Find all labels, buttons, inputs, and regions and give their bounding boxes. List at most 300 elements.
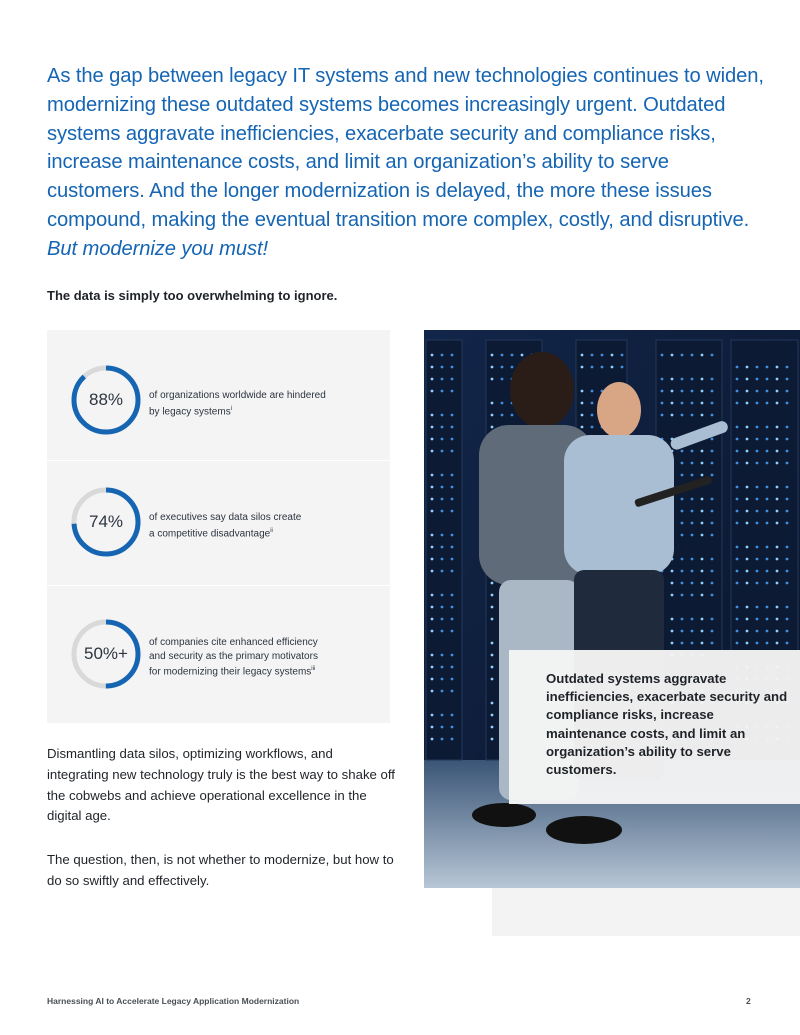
server-led (431, 606, 434, 609)
server-led (746, 426, 749, 429)
server-led (681, 558, 684, 561)
server-led (776, 462, 779, 465)
server-led (756, 570, 759, 573)
server-led (431, 486, 434, 489)
server-led (711, 558, 714, 561)
server-led (431, 666, 434, 669)
server-led (736, 486, 739, 489)
stat-card-silos (47, 461, 390, 585)
server-led (451, 678, 454, 681)
server-led (431, 450, 434, 453)
server-led (491, 678, 494, 681)
server-led (711, 522, 714, 525)
server-led (431, 390, 434, 393)
server-led (736, 498, 739, 501)
server-led (691, 534, 694, 537)
server-led (756, 450, 759, 453)
server-room-illustration (424, 330, 800, 888)
server-led (491, 402, 494, 405)
server-led (441, 378, 444, 381)
server-led (581, 354, 584, 357)
stats-panel (47, 330, 390, 723)
server-led (756, 378, 759, 381)
server-led (431, 426, 434, 429)
server-led (681, 450, 684, 453)
server-led (431, 654, 434, 657)
server-led (776, 630, 779, 633)
server-led (491, 714, 494, 717)
server-led (736, 558, 739, 561)
server-led (736, 522, 739, 525)
server-room-photo (424, 330, 800, 888)
server-led (746, 402, 749, 405)
server-led (766, 450, 769, 453)
server-led (681, 618, 684, 621)
server-led (711, 354, 714, 357)
server-led (691, 630, 694, 633)
server-led (441, 666, 444, 669)
server-led (701, 462, 704, 465)
server-led (736, 366, 739, 369)
server-led (441, 654, 444, 657)
server-led (746, 366, 749, 369)
server-led (786, 402, 789, 405)
server-led (691, 450, 694, 453)
server-led (591, 366, 594, 369)
server-led (746, 378, 749, 381)
server-led (711, 378, 714, 381)
server-led (711, 618, 714, 621)
server-led (711, 534, 714, 537)
server-led (691, 618, 694, 621)
server-led (701, 354, 704, 357)
server-led (681, 474, 684, 477)
server-led (756, 390, 759, 393)
server-led (746, 522, 749, 525)
server-led (671, 378, 674, 381)
server-led (441, 594, 444, 597)
server-led (671, 618, 674, 621)
server-led (451, 366, 454, 369)
server-led (681, 582, 684, 585)
server-led (681, 594, 684, 597)
server-led (786, 510, 789, 513)
server-led (691, 522, 694, 525)
server-led (756, 642, 759, 645)
server-led (671, 582, 674, 585)
server-led (441, 678, 444, 681)
server-led (491, 642, 494, 645)
server-led (786, 498, 789, 501)
server-led (691, 402, 694, 405)
server-led (441, 726, 444, 729)
server-led (736, 462, 739, 465)
server-led (451, 594, 454, 597)
server-led (441, 606, 444, 609)
server-led (511, 414, 514, 417)
server-led (786, 438, 789, 441)
server-led (581, 414, 584, 417)
server-led (491, 618, 494, 621)
server-led (776, 522, 779, 525)
server-led (681, 510, 684, 513)
server-led (766, 606, 769, 609)
server-led (711, 582, 714, 585)
server-led (756, 498, 759, 501)
server-led (491, 654, 494, 657)
photo-shadow-panel (492, 888, 800, 936)
server-led (431, 510, 434, 513)
server-led (671, 390, 674, 393)
server-led (431, 366, 434, 369)
server-led (661, 390, 664, 393)
server-led (671, 642, 674, 645)
intro-text: As the gap between legacy IT systems and new technologies continues to widen, modernizing these outdated systems becomes increasingly urgent. Outdated systems aggravate inefficiencies, exacerbate security and compliance risks, increase maintenance costs, and limit an organization’s ability to serve customers. And the longer modernization is delayed, the more these issues compound, making the eventual transition more complex, costly, and disruptive. (47, 65, 764, 231)
server-led (601, 366, 604, 369)
server-led (431, 438, 434, 441)
server-led (431, 378, 434, 381)
server-led (451, 534, 454, 537)
server-led (681, 462, 684, 465)
server-led (776, 510, 779, 513)
server-led (756, 582, 759, 585)
lead-sentence: The data is simply too overwhelming to ignore. (47, 288, 338, 303)
server-led (451, 666, 454, 669)
server-led (691, 462, 694, 465)
server-led (711, 438, 714, 441)
server-led (786, 426, 789, 429)
server-led (776, 426, 779, 429)
server-led (746, 450, 749, 453)
server-led (711, 450, 714, 453)
server-led (431, 618, 434, 621)
server-led (431, 630, 434, 633)
server-led (711, 570, 714, 573)
server-led (701, 534, 704, 537)
server-led (736, 630, 739, 633)
server-led (756, 366, 759, 369)
server-led (701, 618, 704, 621)
server-led (581, 390, 584, 393)
server-led (766, 522, 769, 525)
server-led (441, 438, 444, 441)
server-led (701, 582, 704, 585)
server-led (441, 354, 444, 357)
server-led (441, 414, 444, 417)
server-led (431, 414, 434, 417)
server-led (736, 426, 739, 429)
stat-description: of organizations worldwide are hindered by legacy systems$^i$ (149, 390, 326, 417)
server-led (431, 678, 434, 681)
server-rack (426, 340, 462, 760)
server-led (746, 462, 749, 465)
server-led (491, 606, 494, 609)
server-led (711, 642, 714, 645)
footer-title: Harnessing AI to Accelerate Legacy Application Modernization (47, 996, 300, 1006)
server-led (451, 354, 454, 357)
server-led (501, 414, 504, 417)
server-led (746, 486, 749, 489)
server-led (671, 570, 674, 573)
server-led (491, 726, 494, 729)
server-led (746, 498, 749, 501)
server-led (451, 510, 454, 513)
server-led (756, 462, 759, 465)
server-led (766, 630, 769, 633)
server-led (451, 450, 454, 453)
server-led (611, 366, 614, 369)
server-led (591, 402, 594, 405)
server-led (581, 402, 584, 405)
server-led (601, 354, 604, 357)
server-led (766, 402, 769, 405)
server-led (736, 378, 739, 381)
server-led (711, 630, 714, 633)
server-led (451, 414, 454, 417)
server-led (451, 690, 454, 693)
server-led (736, 618, 739, 621)
server-led (621, 366, 624, 369)
server-led (491, 354, 494, 357)
server-led (691, 570, 694, 573)
server-led (691, 594, 694, 597)
server-led (681, 390, 684, 393)
server-led (661, 402, 664, 405)
server-led (451, 714, 454, 717)
server-led (701, 558, 704, 561)
server-led (711, 594, 714, 597)
body-paragraph-2: The question, then, is not whether to modernize, but how to do so swiftly and effectively. (47, 852, 394, 888)
server-led (451, 630, 454, 633)
server-led (776, 546, 779, 549)
server-led (431, 738, 434, 741)
server-led (621, 354, 624, 357)
server-led (451, 618, 454, 621)
server-led (711, 390, 714, 393)
callout-text: Outdated systems aggravate inefficiencies, exacerbate security and compliance risks, increase maintenance costs, and limit an organization’s ability to serve customers. (546, 671, 788, 778)
server-led (736, 438, 739, 441)
server-led (766, 570, 769, 573)
stat-description: of companies cite enhanced efficiency and security as the primary motivators for modernizing their legacy systems$^{iii}$ (149, 637, 318, 678)
server-led (786, 366, 789, 369)
server-led (671, 594, 674, 597)
server-led (786, 606, 789, 609)
server-led (691, 354, 694, 357)
server-led (501, 378, 504, 381)
server-led (671, 414, 674, 417)
server-led (431, 354, 434, 357)
server-led (756, 438, 759, 441)
server-led (431, 474, 434, 477)
server-led (511, 354, 514, 357)
server-led (776, 618, 779, 621)
server-led (591, 354, 594, 357)
server-led (736, 402, 739, 405)
server-led (681, 570, 684, 573)
server-led (671, 354, 674, 357)
server-led (711, 474, 714, 477)
server-led (711, 402, 714, 405)
server-led (776, 450, 779, 453)
server-led (681, 402, 684, 405)
stat-value: 74% (88, 512, 124, 531)
server-led (746, 390, 749, 393)
server-led (431, 546, 434, 549)
server-led (501, 402, 504, 405)
server-led (711, 462, 714, 465)
server-led (451, 438, 454, 441)
server-led (776, 570, 779, 573)
stat-description: of executives say data silos create a competitive disadvantage$^{ii}$ (149, 512, 302, 539)
server-led (756, 546, 759, 549)
server-led (691, 582, 694, 585)
server-led (736, 546, 739, 549)
server-led (441, 558, 444, 561)
server-led (756, 426, 759, 429)
server-led (491, 414, 494, 417)
server-led (766, 366, 769, 369)
server-led (701, 594, 704, 597)
server-led (681, 378, 684, 381)
server-led (681, 630, 684, 633)
server-led (681, 498, 684, 501)
stat-value: 50%+ (84, 644, 128, 663)
server-led (441, 498, 444, 501)
server-led (441, 426, 444, 429)
server-led (441, 690, 444, 693)
server-led (786, 630, 789, 633)
server-led (451, 726, 454, 729)
server-led (511, 366, 514, 369)
server-led (701, 378, 704, 381)
server-led (786, 558, 789, 561)
server-led (766, 642, 769, 645)
server-led (441, 390, 444, 393)
server-led (776, 402, 779, 405)
server-led (431, 594, 434, 597)
server-led (451, 426, 454, 429)
server-led (766, 618, 769, 621)
server-led (491, 666, 494, 669)
server-led (746, 438, 749, 441)
server-led (746, 570, 749, 573)
server-led (746, 558, 749, 561)
server-led (776, 558, 779, 561)
server-led (491, 582, 494, 585)
server-led (431, 690, 434, 693)
body-paragraph-1: Dismantling data silos, optimizing workflows, and integrating new technology truly is the best way to shake off the cobwebs and achieve operational excellence in the digital age. (47, 746, 395, 824)
server-led (766, 390, 769, 393)
server-led (776, 498, 779, 501)
stat-card-efficiency (47, 586, 390, 723)
server-led (701, 498, 704, 501)
server-led (776, 438, 779, 441)
server-led (441, 474, 444, 477)
server-led (431, 570, 434, 573)
server-led (786, 546, 789, 549)
server-led (611, 354, 614, 357)
server-led (746, 630, 749, 633)
server-led (756, 510, 759, 513)
server-led (776, 606, 779, 609)
server-led (451, 498, 454, 501)
server-led (501, 354, 504, 357)
server-led (736, 582, 739, 585)
server-led (711, 414, 714, 417)
server-led (491, 366, 494, 369)
server-led (746, 546, 749, 549)
server-led (491, 594, 494, 597)
server-led (736, 606, 739, 609)
server-led (491, 702, 494, 705)
server-led (776, 486, 779, 489)
server-led (786, 390, 789, 393)
server-led (451, 570, 454, 573)
server-led (776, 582, 779, 585)
server-led (691, 474, 694, 477)
server-led (581, 366, 584, 369)
server-led (766, 498, 769, 501)
server-led (766, 582, 769, 585)
server-led (786, 450, 789, 453)
server-led (736, 510, 739, 513)
server-led (701, 474, 704, 477)
server-led (691, 414, 694, 417)
server-led (766, 462, 769, 465)
server-led (756, 402, 759, 405)
server-led (441, 618, 444, 621)
server-led (521, 354, 524, 357)
server-led (766, 378, 769, 381)
server-led (766, 558, 769, 561)
server-led (766, 426, 769, 429)
server-led (766, 510, 769, 513)
server-led (711, 498, 714, 501)
server-led (441, 630, 444, 633)
server-led (776, 390, 779, 393)
server-led (431, 498, 434, 501)
server-led (451, 378, 454, 381)
server-led (681, 642, 684, 645)
server-led (786, 642, 789, 645)
server-led (746, 642, 749, 645)
server-led (451, 486, 454, 489)
server-led (736, 390, 739, 393)
server-led (671, 402, 674, 405)
server-led (451, 474, 454, 477)
server-led (786, 582, 789, 585)
stat-value: 88% (88, 390, 124, 409)
server-led (786, 378, 789, 381)
server-led (786, 522, 789, 525)
server-led (661, 414, 664, 417)
server-led (776, 378, 779, 381)
server-led (786, 570, 789, 573)
server-led (691, 558, 694, 561)
server-led (591, 390, 594, 393)
intro-paragraph (47, 62, 767, 264)
server-led (441, 546, 444, 549)
server-led (441, 534, 444, 537)
server-led (701, 510, 704, 513)
server-led (766, 438, 769, 441)
server-led (691, 378, 694, 381)
server-led (701, 390, 704, 393)
server-led (491, 378, 494, 381)
callout-box (509, 650, 800, 804)
server-led (711, 510, 714, 513)
server-led (661, 354, 664, 357)
